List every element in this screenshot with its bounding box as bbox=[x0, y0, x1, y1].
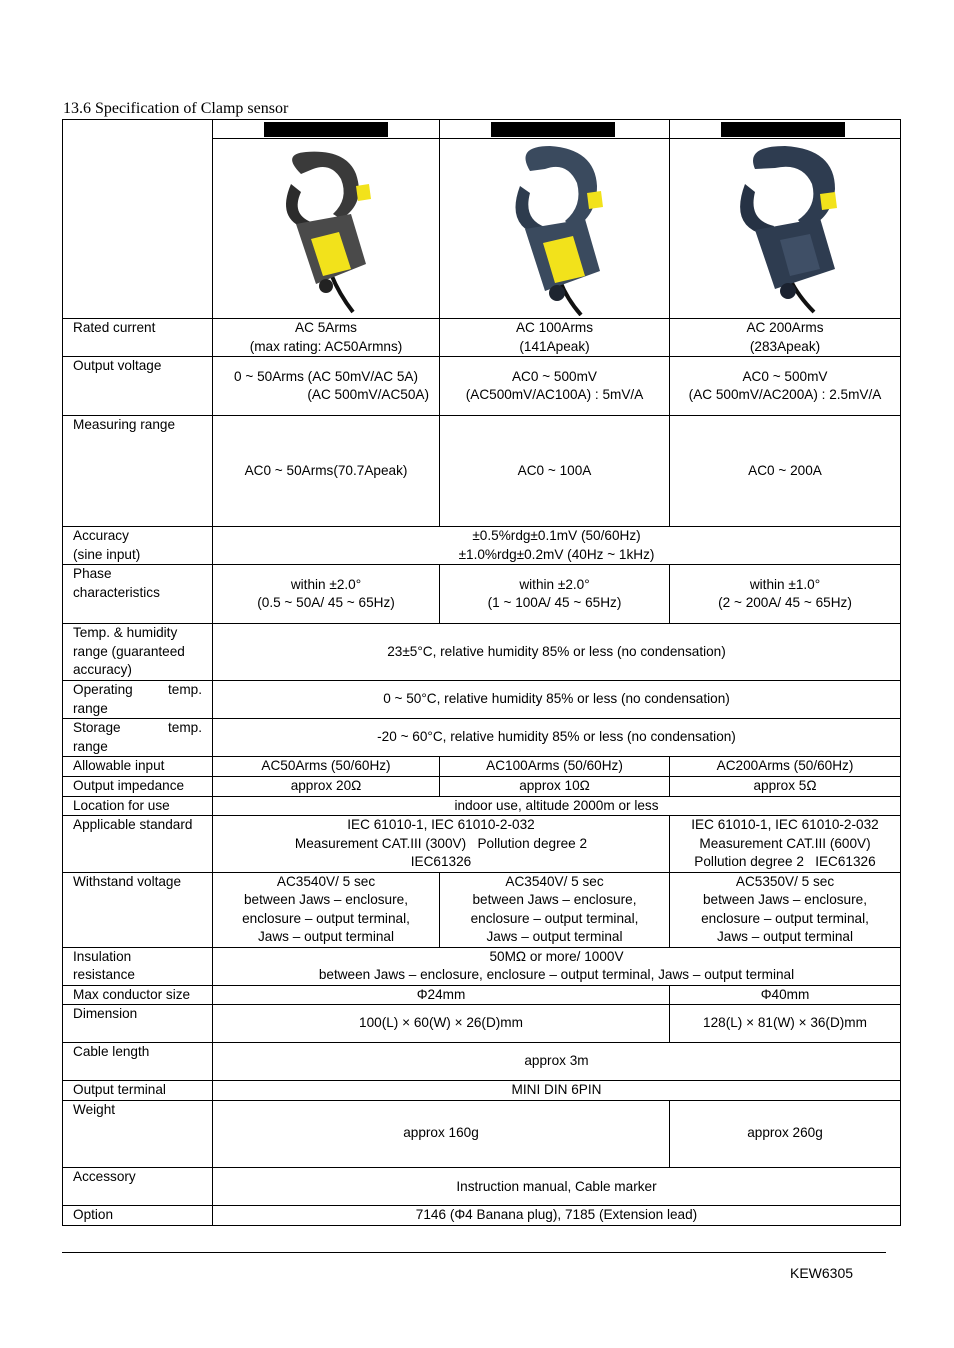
value-cell: 100(L) × 60(W) × 26(D)mm bbox=[213, 1005, 670, 1043]
row-label: Option bbox=[63, 1205, 213, 1225]
value-cell bbox=[440, 357, 670, 416]
text-line: range bbox=[73, 738, 108, 754]
text-line: AC0 ~ 500mV bbox=[511, 368, 597, 384]
value-cell: AC200Arms (50/60Hz) bbox=[670, 757, 901, 777]
row-label bbox=[63, 624, 213, 681]
value-cell bbox=[213, 816, 670, 873]
output-voltage-row bbox=[63, 357, 901, 416]
text-line: Jaws – output terminal bbox=[486, 929, 623, 944]
weight-row bbox=[63, 1100, 901, 1167]
output-impedance-row bbox=[63, 777, 901, 797]
text-line: range bbox=[73, 700, 108, 716]
max-conductor-row bbox=[63, 985, 901, 1005]
row-label: Output terminal bbox=[63, 1081, 213, 1101]
accuracy-row bbox=[63, 527, 901, 565]
text-line: AC3540V/ 5 sec bbox=[276, 873, 376, 889]
text-line: within ±2.0° bbox=[519, 576, 590, 592]
text-line: Temp. & humidity bbox=[73, 625, 178, 640]
text-line: AC5350V/ 5 sec bbox=[735, 873, 835, 889]
dimension-row bbox=[63, 1005, 901, 1043]
row-label: Withstand voltage bbox=[63, 872, 213, 947]
row-label bbox=[63, 719, 213, 757]
value-cell: 7146 (Φ4 Banana plug), 7185 (Extension lead) bbox=[213, 1205, 901, 1225]
text-line: IEC 61010-1, IEC 61010-2-032 bbox=[691, 817, 879, 832]
text-line: between Jaws – enclosure, bbox=[703, 892, 867, 907]
text-line: Measurement CAT.III (600V) bbox=[699, 835, 871, 851]
withstand-row bbox=[63, 872, 901, 947]
value-cell: approx 160g bbox=[213, 1100, 670, 1167]
value-cell bbox=[670, 565, 901, 624]
text-line: (0.5 ~ 50A/ 45 ~ 65Hz) bbox=[257, 595, 395, 610]
value-cell: AC0 ~ 200A bbox=[670, 416, 901, 527]
row-label: Applicable standard bbox=[63, 816, 213, 873]
row-label: Dimension bbox=[63, 1005, 213, 1043]
text-line: (AC 500mV/AC200A) : 2.5mV/A bbox=[688, 387, 882, 402]
footer-divider bbox=[62, 1252, 886, 1253]
value-cell bbox=[670, 872, 901, 947]
value-cell: 0 ~ 50°C, relative humidity 85% or less (no condensation) bbox=[213, 681, 901, 719]
empty-header-cell bbox=[63, 120, 213, 319]
row-label: Output voltage bbox=[63, 357, 213, 416]
model-name-cell-1 bbox=[213, 120, 440, 139]
footer-model-name: KEW6305 bbox=[790, 1265, 854, 1281]
accessory-row bbox=[63, 1167, 901, 1205]
text-line: range (guaranteed bbox=[73, 643, 185, 659]
value-cell bbox=[213, 872, 440, 947]
spec-table bbox=[62, 119, 901, 1226]
value-cell: approx 5Ω bbox=[670, 777, 901, 797]
section-heading: 13.6 Specification of Clamp sensor bbox=[63, 100, 289, 117]
value-cell: AC0 ~ 50Arms(70.7Apeak) bbox=[213, 416, 440, 527]
text-line: Insulation bbox=[73, 948, 132, 964]
text-line: enclosure – output terminal, bbox=[701, 910, 869, 926]
value-cell bbox=[670, 319, 901, 357]
text-line: 50MΩ or more/ 1000V bbox=[489, 948, 624, 964]
text-line: IEC61326 bbox=[410, 854, 472, 869]
phase-row bbox=[63, 565, 901, 624]
text-line: resistance bbox=[73, 967, 135, 982]
text-line: (max rating: AC50Armns) bbox=[249, 338, 403, 354]
text-line: characteristics bbox=[73, 584, 160, 600]
text-line: AC 200Arms bbox=[746, 320, 824, 335]
row-label: Rated current bbox=[63, 319, 213, 357]
value-cell bbox=[440, 319, 670, 357]
value-cell bbox=[213, 947, 901, 985]
row-label bbox=[63, 565, 213, 624]
row-label: Location for use bbox=[63, 796, 213, 816]
row-label: Allowable input bbox=[63, 757, 213, 777]
value-cell: Instruction manual, Cable marker bbox=[213, 1167, 901, 1205]
text-line: ±1.0%rdg±0.2mV (40Hz ~ 1kHz) bbox=[458, 546, 655, 562]
row-label: Max conductor size bbox=[63, 985, 213, 1005]
value-cell: Φ24mm bbox=[213, 985, 670, 1005]
output-terminal-row bbox=[63, 1081, 901, 1101]
value-cell bbox=[213, 319, 440, 357]
text-line: AC 5Arms bbox=[295, 320, 357, 335]
text-line: Pollution degree 2 IEC61326 bbox=[694, 854, 876, 869]
text-line: Phase bbox=[73, 566, 112, 581]
text-line: 0 ~ 50Arms (AC 50mV/AC 5A) bbox=[234, 368, 418, 384]
text-line: (141Apeak) bbox=[519, 338, 590, 354]
text-line: within ±1.0° bbox=[749, 576, 821, 592]
text-line: enclosure – output terminal, bbox=[242, 910, 410, 926]
value-cell bbox=[213, 565, 440, 624]
model-name-redacted bbox=[721, 122, 845, 137]
text-line: between Jaws – enclosure, bbox=[244, 892, 408, 907]
text-line: (2 ~ 200A/ 45 ~ 65Hz) bbox=[718, 595, 852, 610]
value-cell: AC100Arms (50/60Hz) bbox=[440, 757, 670, 777]
option-row bbox=[63, 1205, 901, 1225]
standard-row bbox=[63, 816, 901, 873]
value-cell: AC50Arms (50/60Hz) bbox=[213, 757, 440, 777]
text-line: accuracy) bbox=[73, 662, 132, 677]
value-cell: MINI DIN 6PIN bbox=[213, 1081, 901, 1101]
text-line: Jaws – output terminal bbox=[257, 929, 394, 944]
value-cell bbox=[213, 357, 440, 416]
location-row bbox=[63, 796, 901, 816]
value-cell bbox=[440, 872, 670, 947]
storage-temp-row bbox=[63, 719, 901, 757]
row-label: Accessory bbox=[63, 1167, 213, 1205]
clamp-sensor-8128-photo bbox=[213, 139, 440, 319]
model-name-redacted bbox=[491, 122, 615, 137]
value-cell: AC0 ~ 100A bbox=[440, 416, 670, 527]
value-cell: approx 3m bbox=[213, 1043, 901, 1081]
clamp-sensor-8127-photo bbox=[440, 139, 670, 319]
text-line: between Jaws – enclosure, bbox=[472, 892, 637, 907]
text-line: (283Apeak) bbox=[749, 338, 821, 354]
text-line: Storage temp. bbox=[73, 720, 202, 735]
text-line: (1 ~ 100A/ 45 ~ 65Hz) bbox=[487, 595, 622, 610]
row-label: Weight bbox=[63, 1100, 213, 1167]
measuring-range-row bbox=[63, 416, 901, 527]
text-line: AC0 ~ 500mV bbox=[742, 368, 828, 384]
value-cell: approx 10Ω bbox=[440, 777, 670, 797]
row-label: Measuring range bbox=[63, 416, 213, 527]
operating-temp-row bbox=[63, 681, 901, 719]
text-line: between Jaws – enclosure, enclosure – output terminal, Jaws – output terminal bbox=[318, 967, 795, 982]
text-line: ±0.5%rdg±0.1mV (50/60Hz) bbox=[472, 528, 641, 543]
allowable-input-row bbox=[63, 757, 901, 777]
clamp-sensor-8126-photo bbox=[670, 139, 901, 319]
insulation-row bbox=[63, 947, 901, 985]
model-name-redacted bbox=[264, 122, 388, 137]
row-label bbox=[63, 947, 213, 985]
row-label: Cable length bbox=[63, 1043, 213, 1081]
model-name-cell-3 bbox=[670, 120, 901, 139]
text-line: Jaws – output terminal bbox=[716, 929, 853, 944]
text-line: IEC 61010-1, IEC 61010-2-032 bbox=[347, 817, 535, 832]
row-label: Output impedance bbox=[63, 777, 213, 797]
text-line: AC3540V/ 5 sec bbox=[505, 873, 604, 889]
value-cell bbox=[670, 816, 901, 873]
text-line: (sine input) bbox=[73, 546, 141, 562]
text-line: Operating temp. bbox=[73, 682, 202, 697]
row-label bbox=[63, 527, 213, 565]
text-line: (AC 500mV/AC50A) bbox=[307, 387, 429, 402]
value-cell: -20 ~ 60°C, relative humidity 85% or less (no condensation) bbox=[213, 719, 901, 757]
value-cell: indoor use, altitude 2000m or less bbox=[213, 796, 901, 816]
value-cell: Φ40mm bbox=[670, 985, 901, 1005]
value-cell bbox=[440, 565, 670, 624]
value-cell bbox=[670, 357, 901, 416]
text-line: Accuracy bbox=[73, 528, 129, 543]
value-cell bbox=[213, 527, 901, 565]
rated-current-row bbox=[63, 319, 901, 357]
model-row bbox=[63, 120, 901, 139]
value-cell: 23±5°C, relative humidity 85% or less (no condensation) bbox=[213, 624, 901, 681]
value-cell: 128(L) × 81(W) × 36(D)mm bbox=[670, 1005, 901, 1043]
row-label bbox=[63, 681, 213, 719]
text-line: Measurement CAT.III (300V) Pollution degree 2 bbox=[294, 835, 588, 851]
text-line: within ±2.0° bbox=[290, 576, 362, 592]
temp-humidity-row bbox=[63, 624, 901, 681]
text-line: AC 100Arms bbox=[515, 320, 594, 335]
text-line: enclosure – output terminal, bbox=[470, 910, 639, 926]
value-cell: approx 20Ω bbox=[213, 777, 440, 797]
value-cell: approx 260g bbox=[670, 1100, 901, 1167]
text-line: (AC500mV/AC100A) : 5mV/A bbox=[465, 387, 644, 402]
cable-length-row bbox=[63, 1043, 901, 1081]
model-name-cell-2 bbox=[440, 120, 670, 139]
